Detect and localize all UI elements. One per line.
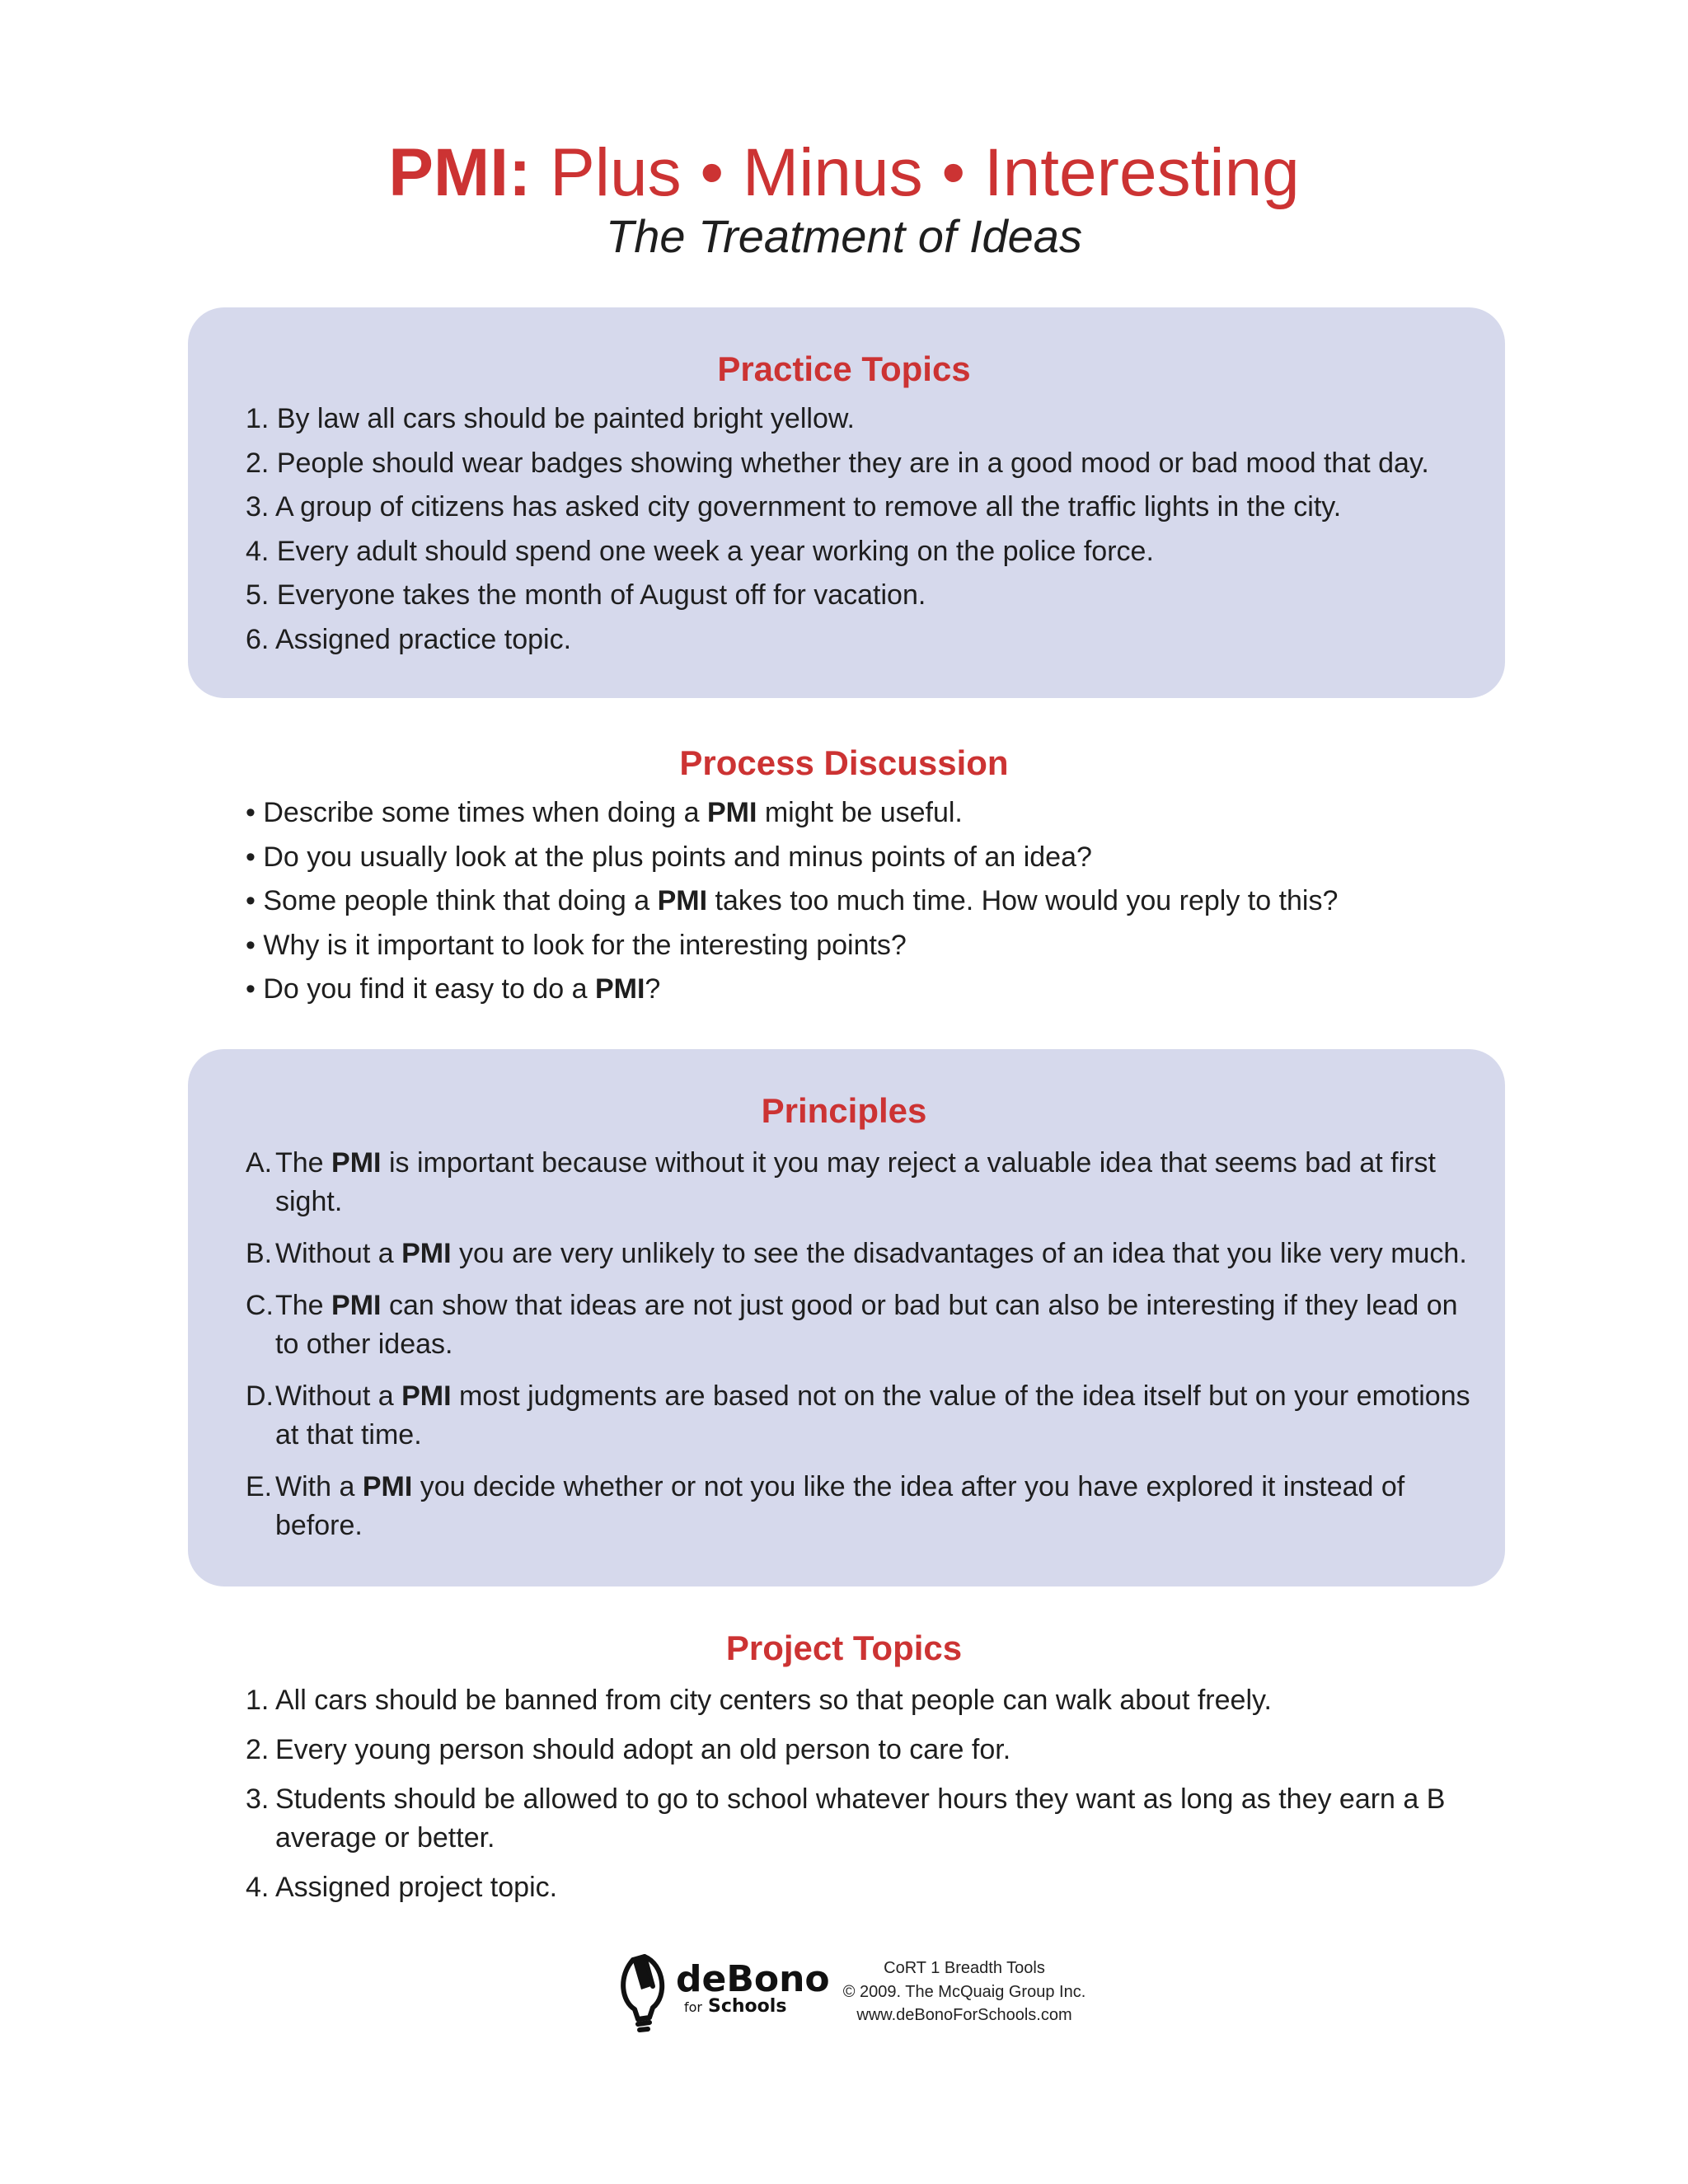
item-text: Without a bbox=[275, 1380, 402, 1412]
project-topic-item bbox=[246, 1868, 1449, 1907]
credit-series: CoRT 1 Breadth Tools bbox=[884, 1959, 1045, 1977]
item-number: 2. bbox=[246, 447, 270, 479]
practice-topics-list bbox=[246, 397, 1531, 662]
lightbulb-pencil-icon bbox=[617, 1953, 674, 2036]
page-title bbox=[0, 132, 1688, 214]
item-emphasis: PMI bbox=[331, 1147, 382, 1179]
bullet: • bbox=[246, 797, 256, 828]
item-number: 4. bbox=[246, 1872, 270, 1903]
principle-item bbox=[246, 1377, 1474, 1455]
item-number: 1. bbox=[246, 403, 270, 434]
item-emphasis: PMI bbox=[706, 797, 757, 828]
item-text: Everyone takes the month of August off for vacation. bbox=[276, 579, 926, 611]
discussion-item bbox=[246, 836, 1531, 880]
principles-heading: Principles bbox=[761, 1091, 927, 1130]
principles-list bbox=[246, 1144, 1474, 1558]
item-text: you decide whether or not you like the idea after you have explored it instead of before. bbox=[275, 1471, 1405, 1541]
item-letter: E. bbox=[246, 1471, 273, 1502]
project-topic-item bbox=[246, 1780, 1449, 1858]
discussion-item bbox=[246, 791, 1531, 836]
item-text: Do you find it easy to do a bbox=[263, 973, 595, 1005]
copyright-credits bbox=[824, 1957, 1104, 2027]
item-letter: A. bbox=[246, 1147, 273, 1179]
bullet: • bbox=[246, 841, 256, 873]
practice-topic-item bbox=[246, 442, 1531, 486]
title-text: Plus • Minus • Interesting bbox=[550, 135, 1300, 210]
practice-topic-item bbox=[246, 397, 1531, 442]
item-text: With a bbox=[275, 1471, 363, 1502]
practice-topic-item bbox=[246, 574, 1531, 618]
item-text: The bbox=[275, 1147, 332, 1179]
bullet: • bbox=[246, 929, 256, 961]
page-footer bbox=[0, 1945, 1688, 2044]
logo-tagline bbox=[684, 1996, 786, 2018]
item-text: Describe some times when doing a bbox=[263, 797, 707, 828]
item-text: Assigned practice topic. bbox=[274, 623, 572, 655]
item-text: A group of citizens has asked city government to remove all the traffic lights in the city. bbox=[274, 491, 1342, 523]
item-text: The bbox=[275, 1290, 332, 1321]
item-text: you are very unlikely to see the disadvantages of an idea that you like very much. bbox=[451, 1238, 1467, 1269]
item-letter: C. bbox=[246, 1290, 274, 1321]
item-number: 5. bbox=[246, 579, 270, 611]
discussion-item bbox=[246, 879, 1531, 924]
credit-website: www.deBonoForSchools.com bbox=[856, 2006, 1072, 2024]
practice-topics-heading: Practice Topics bbox=[717, 349, 971, 388]
principle-item bbox=[246, 1286, 1474, 1364]
item-number: 3. bbox=[246, 1783, 270, 1815]
item-number: 2. bbox=[246, 1734, 270, 1765]
discussion-item bbox=[246, 968, 1531, 1012]
item-emphasis: PMI bbox=[657, 885, 708, 916]
item-emphasis: PMI bbox=[594, 973, 645, 1005]
item-letter: B. bbox=[246, 1238, 273, 1269]
title-prefix: PMI: bbox=[388, 135, 532, 210]
item-text: ? bbox=[645, 973, 661, 1005]
principle-item bbox=[246, 1468, 1474, 1545]
page-subtitle: The Treatment of Ideas bbox=[606, 210, 1082, 262]
item-emphasis: PMI bbox=[331, 1290, 382, 1321]
project-topic-item bbox=[246, 1681, 1449, 1720]
process-discussion-heading: Process Discussion bbox=[679, 743, 1009, 782]
process-discussion-list bbox=[246, 791, 1531, 1012]
item-letter: D. bbox=[246, 1380, 274, 1412]
practice-topic-item bbox=[246, 485, 1531, 530]
item-text: Why is it important to look for the interesting points? bbox=[263, 929, 907, 961]
item-text: Every adult should spend one week a year working on the police force. bbox=[276, 535, 1154, 567]
practice-topic-item bbox=[246, 530, 1531, 574]
principle-item bbox=[246, 1235, 1474, 1273]
bullet: • bbox=[246, 973, 256, 1005]
project-topics-list bbox=[246, 1681, 1449, 1918]
item-number: 4. bbox=[246, 535, 270, 567]
logo-for-text: for bbox=[684, 1999, 702, 2015]
item-text: Assigned project topic. bbox=[275, 1872, 558, 1903]
item-text: takes too much time. How would you reply to this? bbox=[707, 885, 1339, 916]
item-text: All cars should be banned from city centers so that people can walk about freely. bbox=[275, 1685, 1272, 1716]
item-text: Do you usually look at the plus points and minus points of an idea? bbox=[263, 841, 1092, 873]
practice-topic-item bbox=[246, 618, 1531, 663]
item-text: might be useful. bbox=[757, 797, 963, 828]
logo-schools-text: Schools bbox=[708, 1996, 787, 2017]
project-topic-item bbox=[246, 1731, 1449, 1769]
discussion-item bbox=[246, 924, 1531, 968]
item-number: 6. bbox=[246, 623, 270, 655]
project-topics-heading: Project Topics bbox=[725, 1629, 963, 1667]
debono-logo bbox=[617, 1953, 830, 2036]
item-text: can show that ideas are not just good or bad but can also be interesting if they lead on to other ideas. bbox=[275, 1290, 1458, 1360]
item-text: People should wear badges showing whether they are in a good mood or bad mood that day. bbox=[276, 447, 1429, 479]
item-text: is important because without it you may reject a valuable idea that seems bad at first sight. bbox=[275, 1147, 1436, 1217]
item-number: 3. bbox=[246, 491, 270, 523]
item-text: Some people think that doing a bbox=[263, 885, 658, 916]
item-text: Every young person should adopt an old person to care for. bbox=[275, 1734, 1011, 1765]
item-text: most judgments are based not on the value of the idea itself but on your emotions at that time. bbox=[275, 1380, 1470, 1451]
credit-copyright: © 2009. The McQuaig Group Inc. bbox=[842, 1982, 1086, 2001]
bullet: • bbox=[246, 885, 256, 916]
principle-item bbox=[246, 1144, 1474, 1221]
item-text: By law all cars should be painted bright yellow. bbox=[276, 403, 855, 434]
item-emphasis: PMI bbox=[401, 1380, 452, 1412]
item-text: Students should be allowed to go to school whatever hours they want as long as they earn a B average or better. bbox=[275, 1783, 1446, 1854]
item-emphasis: PMI bbox=[401, 1238, 452, 1269]
item-number: 1. bbox=[246, 1685, 270, 1716]
item-text: Without a bbox=[275, 1238, 402, 1269]
logo-wordmark: deBono bbox=[676, 1958, 830, 2000]
item-emphasis: PMI bbox=[362, 1471, 413, 1502]
